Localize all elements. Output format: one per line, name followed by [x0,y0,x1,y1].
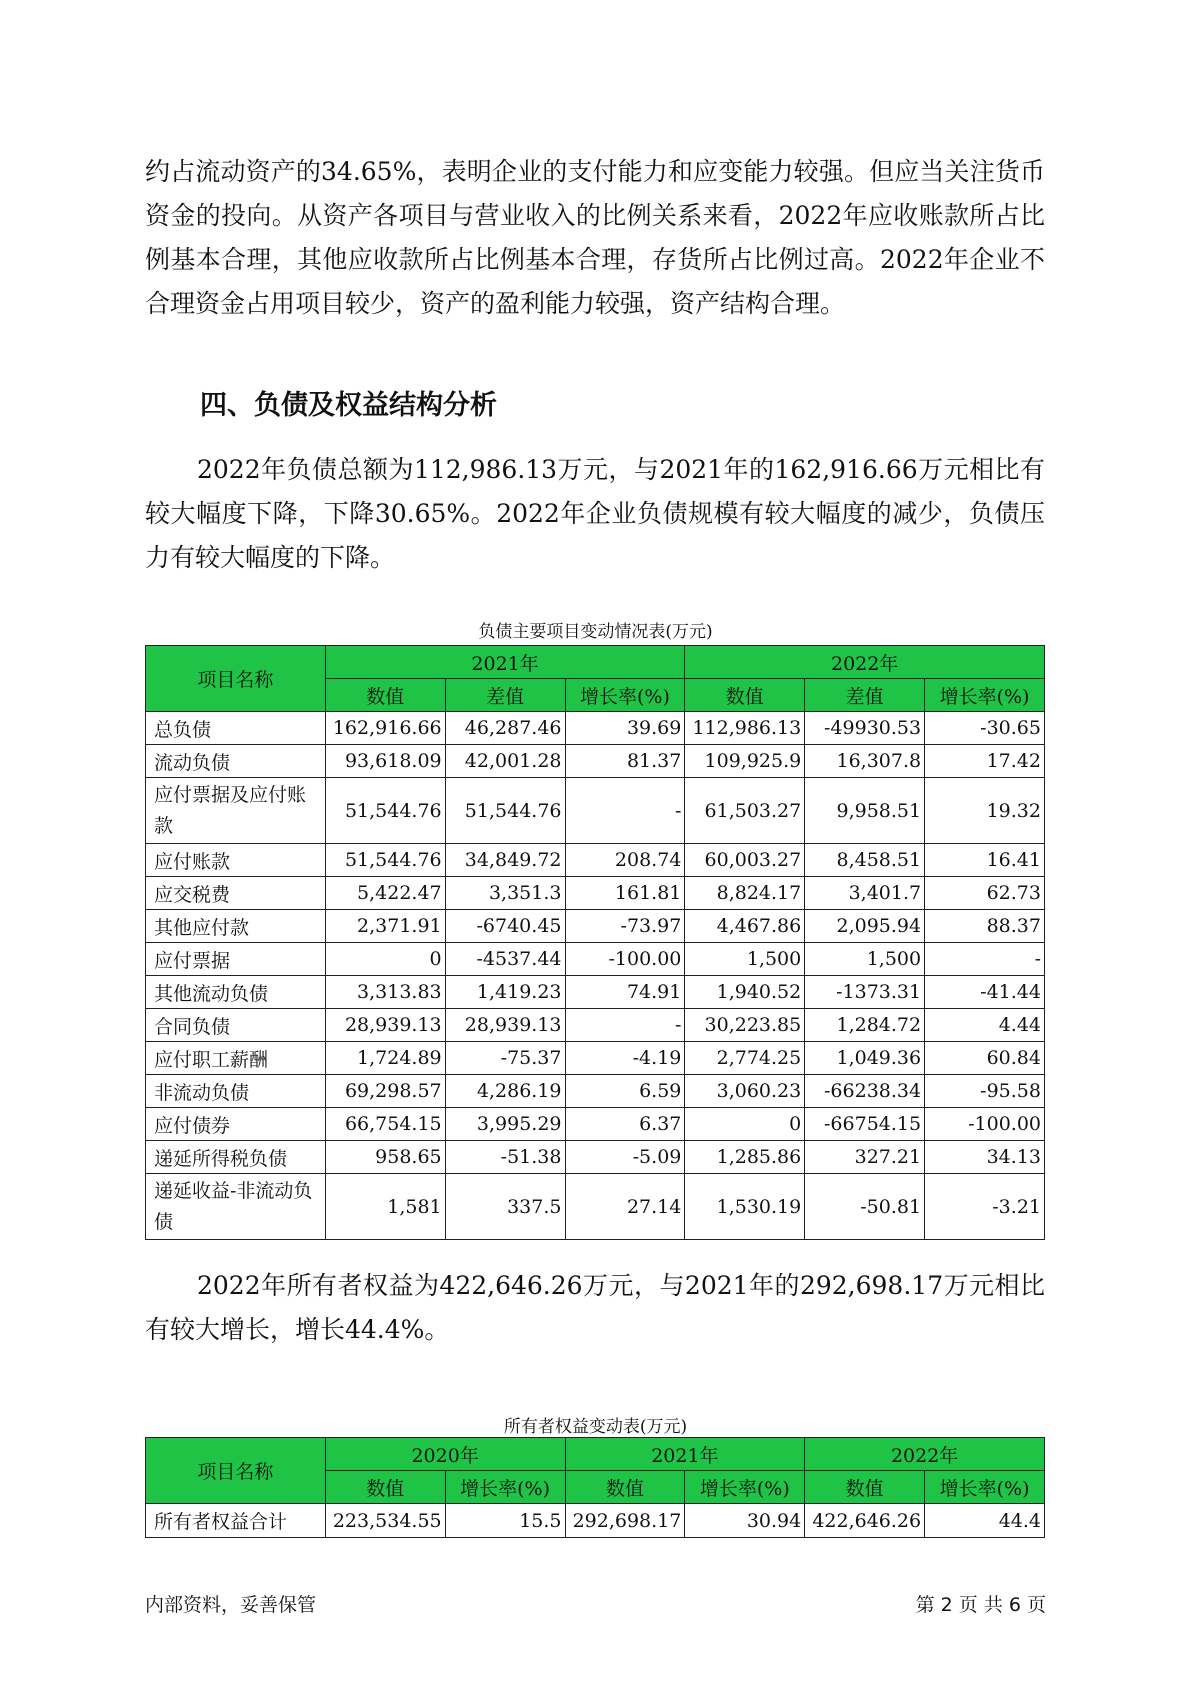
cell-rate-2022: 4.44 [925,1009,1045,1042]
cell-rate-2022: 34.13 [925,1141,1045,1174]
row-name: 非流动负债 [146,1075,326,1108]
rate-header: 增长率(%) [565,679,685,712]
table-row [146,1504,1045,1538]
cell-value-2022: 2,774.25 [685,1042,805,1075]
rate-header: 增长率(%) [925,679,1045,712]
row-name: 应交税费 [146,877,326,910]
table-row [146,910,1045,943]
equity-table [145,1437,1045,1538]
cell-diff-2022: 16,307.8 [805,745,925,778]
cell-value-2021: 51,544.76 [325,844,445,877]
table-row [146,844,1045,877]
section-heading: 四、负债及权益结构分析 [200,390,497,421]
value-header: 数值 [805,1471,925,1504]
cell-diff-2022: 8,458.51 [805,844,925,877]
row-name: 其他流动负债 [146,976,326,1009]
footer-confidential-note: 内部资料，妥善保管 [145,1594,317,1616]
cell-value-2022: 112,986.13 [685,712,805,745]
diff-header: 差值 [805,679,925,712]
cell-value-2022: 4,467.86 [685,910,805,943]
cell-rate-2021: 161.81 [565,877,685,910]
cell-diff-2022: 3,401.7 [805,877,925,910]
table1-caption: 负债主要项目变动情况表(万元) [478,622,713,642]
cell-diff-2022: -66238.34 [805,1075,925,1108]
cell-diff-2021: -51.38 [445,1141,565,1174]
cell-rate-2021: -73.97 [565,910,685,943]
cell-diff-2022: 1,284.72 [805,1009,925,1042]
table-row [146,1108,1045,1141]
item-name-header: 项目名称 [146,646,326,712]
rate-header: 增长率(%) [925,1471,1045,1504]
footer-page-number: 第 2 页 共 6 页 [915,1594,1046,1616]
cell-value-2021: 93,618.09 [325,745,445,778]
cell-value-2022: 30,223.85 [685,1009,805,1042]
cell-rate-2021: 30.94 [685,1504,805,1538]
table-row [146,976,1045,1009]
row-name: 应付账款 [146,844,326,877]
row-name: 递延收益-非流动负债 [146,1174,326,1240]
item-name-header: 项目名称 [146,1438,326,1504]
cell-diff-2021: 4,286.19 [445,1075,565,1108]
cell-diff-2022: 1,500 [805,943,925,976]
cell-diff-2021: 28,939.13 [445,1009,565,1042]
cell-diff-2022: 1,049.36 [805,1042,925,1075]
cell-rate-2021: - [565,1009,685,1042]
liability-table-body [146,712,1045,1240]
cell-rate-2020: 15.5 [445,1504,565,1538]
table-row [146,943,1045,976]
year-header-2022: 2022年 [685,646,1045,679]
cell-diff-2022: 327.21 [805,1141,925,1174]
cell-rate-2021: 81.37 [565,745,685,778]
cell-rate-2021: 6.37 [565,1108,685,1141]
cell-value-2022: 61,503.27 [685,778,805,844]
row-name: 应付票据及应付账款 [146,778,326,844]
cell-rate-2021: -100.00 [565,943,685,976]
cell-rate-2021: 27.14 [565,1174,685,1240]
cell-rate-2021: -5.09 [565,1141,685,1174]
cell-rate-2021: 74.91 [565,976,685,1009]
row-name: 应付职工薪酬 [146,1042,326,1075]
cell-value-2022: 1,285.86 [685,1141,805,1174]
cell-value-2021: 66,754.15 [325,1108,445,1141]
cell-value-2021: 2,371.91 [325,910,445,943]
cell-rate-2022: -95.58 [925,1075,1045,1108]
year-header-2021: 2021年 [325,646,685,679]
cell-diff-2021: 46,287.46 [445,712,565,745]
cell-value-2022: 3,060.23 [685,1075,805,1108]
cell-value-2020: 223,534.55 [325,1504,445,1538]
cell-diff-2021: 3,995.29 [445,1108,565,1141]
cell-rate-2021: 6.59 [565,1075,685,1108]
rate-header: 增长率(%) [445,1471,565,1504]
cell-diff-2021: 42,001.28 [445,745,565,778]
table-row [146,877,1045,910]
cell-diff-2022: -49930.53 [805,712,925,745]
cell-rate-2022: -30.65 [925,712,1045,745]
row-name: 合同负债 [146,1009,326,1042]
cell-value-2021: 162,916.66 [325,712,445,745]
cell-rate-2021: - [565,778,685,844]
cell-rate-2021: 39.69 [565,712,685,745]
cell-diff-2022: 2,095.94 [805,910,925,943]
paragraph-liability-summary: 2022年负债总额为112,986.13万元，与2021年的162,916.66万元相比有较大幅度下降，下降30.65%。2022年企业负债规模有较大幅度的减少，负债压力有较大幅度的下降。 [145,455,1045,572]
row-name: 总负债 [146,712,326,745]
paragraph-asset-summary: 约占流动资产的34.65%，表明企业的支付能力和应变能力较强。但应当关注货币资金的投向。从资产各项目与营业收入的比例关系来看，2022年应收账款所占比例基本合理，其他应收款所占比例基本合理，存货所占比例过高。2022年企业不合理资金占用项目较少，资产的盈利能力较强，资产结构合理。 [145,157,1045,318]
cell-value-2021: 69,298.57 [325,1075,445,1108]
cell-diff-2022: -50.81 [805,1174,925,1240]
cell-value-2022: 1,940.52 [685,976,805,1009]
cell-diff-2021: 3,351.3 [445,877,565,910]
cell-rate-2022: 19.32 [925,778,1045,844]
cell-rate-2022: -100.00 [925,1108,1045,1141]
cell-value-2022: 1,530.19 [685,1174,805,1240]
cell-diff-2021: 34,849.72 [445,844,565,877]
cell-diff-2021: -4537.44 [445,943,565,976]
year-header-2020: 2020年 [325,1438,565,1471]
cell-diff-2022: 9,958.51 [805,778,925,844]
table-row [146,1042,1045,1075]
cell-rate-2022: -3.21 [925,1174,1045,1240]
cell-diff-2021: 51,544.76 [445,778,565,844]
cell-value-2022: 109,925.9 [685,745,805,778]
row-name: 所有者权益合计 [146,1504,326,1538]
cell-rate-2022: 62.73 [925,877,1045,910]
table-row [146,745,1045,778]
liability-table [145,645,1045,1240]
cell-value-2021: 28,939.13 [325,1009,445,1042]
cell-rate-2022: 44.4 [925,1504,1045,1538]
value-header: 数值 [685,679,805,712]
table-row [146,712,1045,745]
cell-rate-2022: 16.41 [925,844,1045,877]
cell-rate-2022: - [925,943,1045,976]
cell-diff-2021: -75.37 [445,1042,565,1075]
paragraph-equity-summary: 2022年所有者权益为422,646.26万元，与2021年的292,698.17万元相比有较大增长，增长44.4%。 [145,1271,1045,1344]
value-header: 数值 [325,1471,445,1504]
cell-diff-2022: -66754.15 [805,1108,925,1141]
cell-value-2022: 0 [685,1108,805,1141]
value-header: 数值 [325,679,445,712]
rate-header: 增长率(%) [685,1471,805,1504]
cell-rate-2022: 60.84 [925,1042,1045,1075]
cell-value-2021: 0 [325,943,445,976]
cell-value-2022: 60,003.27 [685,844,805,877]
cell-rate-2022: 17.42 [925,745,1045,778]
cell-rate-2022: -41.44 [925,976,1045,1009]
diff-header: 差值 [445,679,565,712]
row-name: 应付债券 [146,1108,326,1141]
table-row [146,1174,1045,1240]
cell-value-2021: 3,313.83 [325,976,445,1009]
value-header: 数值 [565,1471,685,1504]
row-name: 其他应付款 [146,910,326,943]
cell-diff-2021: -6740.45 [445,910,565,943]
cell-diff-2021: 337.5 [445,1174,565,1240]
table2-caption: 所有者权益变动表(万元) [503,1417,688,1437]
cell-value-2022: 8,824.17 [685,877,805,910]
cell-value-2021: 1,581 [325,1174,445,1240]
cell-diff-2022: -1373.31 [805,976,925,1009]
cell-value-2022: 422,646.26 [805,1504,925,1538]
table-row [146,1075,1045,1108]
cell-rate-2022: 88.37 [925,910,1045,943]
cell-value-2021: 1,724.89 [325,1042,445,1075]
cell-value-2021: 958.65 [325,1141,445,1174]
cell-diff-2021: 1,419.23 [445,976,565,1009]
year-header-2022: 2022年 [805,1438,1045,1471]
table-row [146,1141,1045,1174]
table-row [146,1009,1045,1042]
cell-value-2021: 5,422.47 [325,877,445,910]
cell-value-2022: 1,500 [685,943,805,976]
cell-value-2021: 292,698.17 [565,1504,685,1538]
table-row [146,778,1045,844]
year-header-2021: 2021年 [565,1438,805,1471]
row-name: 递延所得税负债 [146,1141,326,1174]
row-name: 流动负债 [146,745,326,778]
cell-value-2021: 51,544.76 [325,778,445,844]
cell-rate-2021: 208.74 [565,844,685,877]
row-name: 应付票据 [146,943,326,976]
cell-rate-2021: -4.19 [565,1042,685,1075]
